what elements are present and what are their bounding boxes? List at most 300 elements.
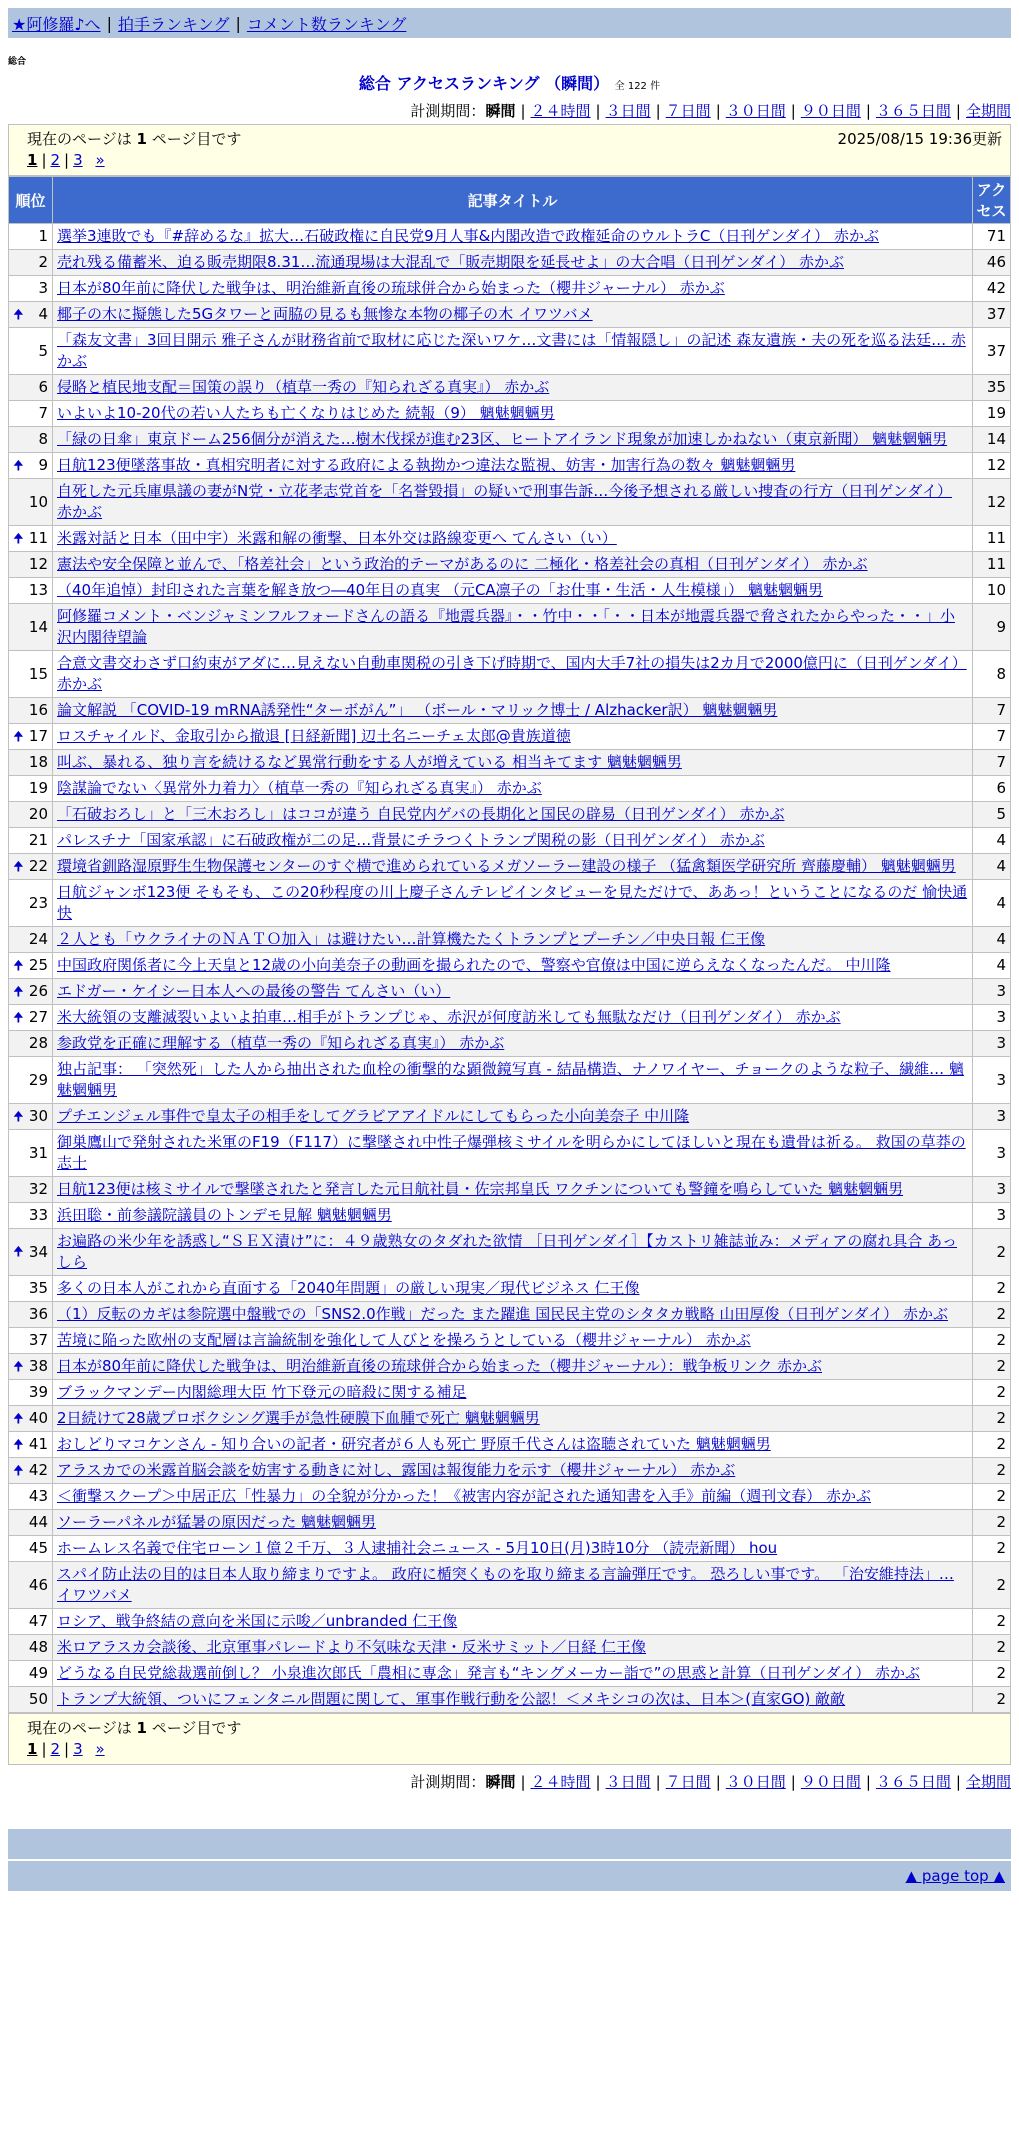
period-link[interactable]: ３日間 <box>605 102 651 120</box>
period-link[interactable]: 全期間 <box>965 102 1011 120</box>
rank-cell <box>9 802 53 828</box>
rank-cell <box>9 854 53 880</box>
table-row <box>9 1302 1011 1328</box>
page-separator <box>87 1740 92 1758</box>
article-title-link[interactable]: 日航123便墜落事故・真相究明者に対する政府による執拗かつ違法な監視、妨害・加害行為の数々 魑魅魍魎男 <box>57 456 796 474</box>
nav-separator: | <box>235 13 241 33</box>
rank-cell <box>9 302 53 328</box>
rank-cell <box>9 698 53 724</box>
article-title-link[interactable]: 選挙3連敗でも『#辞めるな』拡大…石破政権に自民党9月人事&内閣改造で政権延命のウルトラC（日刊ゲンダイ） 赤かぶ <box>57 227 879 245</box>
rank-number: 11 <box>28 529 48 547</box>
period-link[interactable]: ２４時間 <box>530 1773 591 1791</box>
rank-number: 18 <box>28 753 48 771</box>
title-cell <box>53 1276 973 1302</box>
article-title-link[interactable]: 環境省釧路湿原野生生物保護センターのすぐ横で進められているメガソーラー建設の様子 （猛禽類医学研究所 齊藤慶輔） 魑魅魍魎男 <box>57 857 956 875</box>
access-count: 9 <box>973 604 1011 651</box>
page-separator: | <box>41 151 47 169</box>
title-cell <box>53 453 973 479</box>
rank-number: 45 <box>28 1539 48 1557</box>
rank-number: 10 <box>28 492 48 511</box>
current-page-number: 1 <box>27 1740 38 1758</box>
rank-number: 20 <box>28 805 48 823</box>
rank-cell <box>9 250 53 276</box>
article-title-link[interactable]: ロシア、戦争終結の意向を米国に示唆／unbranded 仁王像 <box>57 1612 458 1630</box>
rank-cell <box>9 1130 53 1177</box>
rank-number: 39 <box>28 1383 48 1401</box>
arrow-up-icon: 🠉 <box>13 958 24 973</box>
access-count: 14 <box>973 427 1011 453</box>
article-title-link[interactable]: 多くの日本人がこれから直面する「2040年問題」の厳しい現実／現代ビジネス 仁王像 <box>57 1279 640 1297</box>
table-row <box>9 979 1011 1005</box>
rank-cell <box>9 1510 53 1536</box>
title-cell <box>53 578 973 604</box>
access-count: 2 <box>973 1276 1011 1302</box>
period-link[interactable]: ９０日間 <box>800 1773 861 1791</box>
rank-number: 44 <box>28 1513 48 1531</box>
article-title-link[interactable]: 「森友文書」3回目開示 雅子さんが財務省前で取材に応じた深いワケ…文書には「情報隠し」の記述 森友遺族・夫の死を巡る法廷… 赤かぶ <box>57 331 966 370</box>
rank-cell <box>9 1354 53 1380</box>
period-separator: | <box>955 1773 961 1791</box>
table-row <box>9 1562 1011 1609</box>
article-title-link[interactable]: 米大統領の支離滅裂いよいよ拍車…相手がトランプじゃ、赤沢が何度訪米しても無駄なだけ（日刊ゲンダイ） 赤かぶ <box>57 1008 841 1026</box>
title-cell <box>53 302 973 328</box>
article-title-link[interactable]: 椰子の木に擬態した5Gタワーと両脇の見るも無惨な本物の椰子の木 イワツバメ <box>57 305 593 323</box>
article-title-link[interactable]: スパイ防止法の目的は日本人取り締まりですよ。 政府に楯突くものを取り締まる言論弾圧です。 恐ろしい事です。 「治安維持法」… イワツバメ <box>57 1565 954 1604</box>
article-title-link[interactable]: 独占記事： 「突然死」した人から抽出された血栓の衝撃的な顕微鏡写真 - 結晶構造、ナノワイヤー、チョークのような粒子、繊維… 魑魅魍魎男 <box>57 1060 964 1099</box>
arrow-up-icon: 🠉 <box>13 1411 24 1426</box>
article-title-link[interactable]: トランプ大統領、ついにフェンタニル問題に関して、軍事作戦行動を公認！＜メキシコの次は、日本＞(直家GO) 敵敵 <box>57 1690 846 1708</box>
article-title-link[interactable]: 浜田聡・前参議院議員のトンデモ見解 魑魅魍魎男 <box>57 1206 392 1224</box>
rank-number: 40 <box>28 1409 48 1427</box>
next-page-link[interactable]: » <box>95 151 105 169</box>
table-row <box>9 250 1011 276</box>
article-title-link[interactable]: アラスカでの米露首脳会談を妨害する動きに対し、露国は報復能力を示す（櫻井ジャーナル） 赤かぶ <box>57 1461 736 1479</box>
rank-cell <box>9 1432 53 1458</box>
rank-cell <box>9 1203 53 1229</box>
article-title-link[interactable]: いよいよ10-20代の若い人たちも亡くなりはじめた 続報（9） 魑魅魍魎男 <box>57 404 555 422</box>
access-count: 3 <box>973 1104 1011 1130</box>
table-row <box>9 1104 1011 1130</box>
table-row <box>9 375 1011 401</box>
nav-separator: | <box>106 13 112 33</box>
article-title-link[interactable]: 日本が80年前に降伏した戦争は、明治維新直後の琉球併合から始まった（櫻井ジャーナル） 赤かぶ <box>57 279 725 297</box>
article-title-link[interactable]: お遍路の米少年を誘惑し“ＳＥＸ漬け”に：４９歳熟女のタダれた欲情 ［日刊ゲンダイ］【カストリ雑誌並み：メディアの腐れ具合 あっしら <box>57 1232 958 1271</box>
title-cell <box>53 552 973 578</box>
rank-cell <box>9 880 53 927</box>
table-row <box>9 854 1011 880</box>
rank-cell <box>9 1687 53 1713</box>
article-title-link[interactable]: （40年追悼）封印された言葉を解き放つ―40年目の真実 （元CA凛子の「お仕事・生活・人生模様」） 魑魅魍魎男 <box>57 581 823 599</box>
next-page-link[interactable]: » <box>95 1740 105 1758</box>
title-cell <box>53 698 973 724</box>
title-cell <box>53 1057 973 1104</box>
article-title-link[interactable]: 米露対話と日本（田中宇）米露和解の衝撃、日本外交は路線変更へ てんさい（い） <box>57 529 617 547</box>
article-title-link[interactable]: プチエンジェル事件で皇太子の相手をしてグラビアアイドルにしてもらった小向美奈子 中川隆 <box>57 1107 690 1125</box>
access-count: 2 <box>973 1380 1011 1406</box>
article-title-link[interactable]: 陰謀論でない〈異常外力着力〉（植草一秀の『知られざる真実』） 赤かぶ <box>57 779 542 797</box>
table-row <box>9 953 1011 979</box>
rank-number: 22 <box>28 857 48 875</box>
access-count: 19 <box>973 401 1011 427</box>
table-row <box>9 1328 1011 1354</box>
rank-cell <box>9 401 53 427</box>
period-selector <box>8 100 1011 122</box>
applause-ranking-link[interactable]: 拍手ランキング <box>117 14 230 34</box>
rank-cell <box>9 776 53 802</box>
article-title-link[interactable]: ソーラーパネルが猛暑の原因だった 魑魅魍魎男 <box>57 1513 377 1531</box>
table-row <box>9 578 1011 604</box>
access-count: 4 <box>973 927 1011 953</box>
title-cell <box>53 1354 973 1380</box>
title-cell <box>53 927 973 953</box>
period-separator: | <box>955 102 961 120</box>
rank-cell <box>9 828 53 854</box>
pagination <box>27 1738 1002 1760</box>
bottom-bar <box>8 1861 1011 1891</box>
title-cell <box>53 651 973 698</box>
access-count: 35 <box>973 375 1011 401</box>
period-link[interactable]: ２４時間 <box>530 102 591 120</box>
article-title-link[interactable]: 阿修羅コメント・ベンジャミンフルフォードさんの語る『地震兵器』・・竹中・・「・・日本が地震兵器で脅されたからやった・・」小沢内閣待望論 <box>57 607 955 646</box>
table-row <box>9 552 1011 578</box>
page-top-link[interactable]: ▲ page top ▲ <box>905 1867 1005 1885</box>
rank-number: 41 <box>28 1435 48 1453</box>
title-cell <box>53 1661 973 1687</box>
title-cell <box>53 1177 973 1203</box>
rank-cell <box>9 224 53 250</box>
comment-ranking-link[interactable]: コメント数ランキング <box>246 14 407 34</box>
access-count: 2 <box>973 1661 1011 1687</box>
rank-cell <box>9 1229 53 1276</box>
access-count: 11 <box>973 552 1011 578</box>
rank-number: 25 <box>28 956 48 974</box>
title-cell <box>53 1380 973 1406</box>
page-title-text: 総合 アクセスランキング （瞬間） <box>358 74 610 93</box>
title-cell <box>53 1302 973 1328</box>
page-title <box>0 71 1019 94</box>
table-row <box>9 1031 1011 1057</box>
access-count: 4 <box>973 953 1011 979</box>
access-count: 4 <box>973 828 1011 854</box>
rank-cell <box>9 604 53 651</box>
access-count: 2 <box>973 1406 1011 1432</box>
table-row <box>9 1005 1011 1031</box>
rank-cell <box>9 979 53 1005</box>
page-link[interactable]: 3 <box>73 151 83 169</box>
access-count: 2 <box>973 1510 1011 1536</box>
rank-number: 47 <box>28 1612 48 1630</box>
updated-timestamp: 2025/08/15 19:36更新 <box>837 130 1002 148</box>
table-row <box>9 1380 1011 1406</box>
rank-number: 34 <box>28 1242 48 1261</box>
rank-cell <box>9 1104 53 1130</box>
rank-number: 35 <box>28 1279 48 1297</box>
article-title-link[interactable]: 御巣鷹山で発射された米軍のF19（F117）に撃墜され中性子爆弾核ミサイルを明らかにしてほしいと現在も遺骨は祈る。 救国の草莽の志士 <box>57 1133 966 1172</box>
page-link[interactable]: 2 <box>50 1740 61 1758</box>
title-cell <box>53 604 973 651</box>
title-cell <box>53 1031 973 1057</box>
arrow-up-icon: 🠉 <box>13 729 24 744</box>
period-link[interactable]: ３６５日間 <box>875 1773 951 1791</box>
period-label: 計測期間： <box>410 1773 486 1791</box>
rank-cell <box>9 1484 53 1510</box>
article-title-link[interactable]: 「石破おろし」と「三木おろし」はココが違う 自民党内ゲバの長期化と国民の辟易（日刊ゲンダイ） 赤かぶ <box>57 805 785 823</box>
article-title-link[interactable]: ホームレス名義で住宅ローン１億２千万、３人逮捕社会ニュース - 5月10日(月)3時10分 （読売新聞） hou <box>57 1539 778 1557</box>
access-count: 3 <box>973 979 1011 1005</box>
arrow-up-icon: 🠉 <box>13 1010 24 1025</box>
table-row <box>9 526 1011 552</box>
article-title-link[interactable]: 侵略と植民地支配＝国策の誤り（植草一秀の『知られざる真実』） 赤かぶ <box>57 378 550 396</box>
rank-number: 13 <box>28 581 48 599</box>
title-cell <box>53 479 973 526</box>
rank-cell <box>9 1562 53 1609</box>
period-selector <box>8 1771 1011 1793</box>
table-row <box>9 328 1011 375</box>
access-count: 3 <box>973 1130 1011 1177</box>
table-row <box>9 802 1011 828</box>
rank-number: 27 <box>28 1008 48 1026</box>
access-count: 12 <box>973 453 1011 479</box>
table-row <box>9 1661 1011 1687</box>
rank-cell <box>9 927 53 953</box>
rank-cell <box>9 276 53 302</box>
access-count: 4 <box>973 880 1011 927</box>
table-row <box>9 724 1011 750</box>
title-cell <box>53 880 973 927</box>
rank-cell <box>9 1380 53 1406</box>
page-link[interactable]: 3 <box>73 1740 83 1758</box>
title-cell <box>53 401 973 427</box>
table-row <box>9 1354 1011 1380</box>
home-link[interactable]: ★阿修羅♪へ <box>12 14 101 34</box>
title-cell <box>53 328 973 375</box>
table-row <box>9 1536 1011 1562</box>
page-info-box-bottom <box>8 1713 1011 1765</box>
rank-number: 17 <box>28 727 48 745</box>
access-count: 3 <box>973 1031 1011 1057</box>
access-count: 3 <box>973 1005 1011 1031</box>
arrow-up-icon: 🠉 <box>13 1463 24 1478</box>
article-title-link[interactable]: 叫ぶ、暴れる、独り言を続けるなど異常行動をする人が増えている 相当キてます 魑魅魍魎男 <box>57 753 682 771</box>
period-separator: | <box>520 1773 526 1791</box>
article-title-link[interactable]: 売れ残る備蓄米、迫る販売期限8.31…流通現場は大混乱で「販売期限を延長せよ」の大合唱（日刊ゲンダイ） 赤かぶ <box>57 253 844 271</box>
table-row <box>9 1276 1011 1302</box>
period-separator: | <box>790 102 796 120</box>
arrow-up-icon: 🠉 <box>13 1244 24 1260</box>
article-title-link[interactable]: 参政党を正確に理解する（植草一秀の『知られざる真実』） 赤かぶ <box>57 1034 505 1052</box>
page-link[interactable]: 2 <box>50 151 61 169</box>
table-row <box>9 276 1011 302</box>
access-count: 42 <box>973 276 1011 302</box>
article-title-link[interactable]: （1）反転のカギは参院選中盤戦での「SNS2.0作戦」だった また躍進 国民民主党のシタタカ戦略 山田厚俊（日刊ゲンダイ） 赤かぶ <box>57 1305 948 1323</box>
article-title-link[interactable]: エドガー・ケイシー日本人への最後の警告 てんさい（い） <box>57 982 451 1000</box>
access-count: 2 <box>973 1562 1011 1609</box>
period-separator: | <box>715 102 721 120</box>
period-separator: | <box>595 1773 601 1791</box>
table-row <box>9 1406 1011 1432</box>
rank-cell <box>9 479 53 526</box>
rank-cell <box>9 1031 53 1057</box>
table-row <box>9 828 1011 854</box>
period-separator: | <box>715 1773 721 1791</box>
table-row <box>9 880 1011 927</box>
access-count: 2 <box>973 1635 1011 1661</box>
article-title-link[interactable]: ２人とも「ウクライナのＮＡＴＯ加入」は避けたい…計算機たたくトランプとプーチン／中央日報 仁王像 <box>57 930 766 948</box>
rank-number: 16 <box>28 701 48 719</box>
title-cell <box>53 1609 973 1635</box>
rank-number: 31 <box>28 1143 48 1162</box>
title-cell <box>53 1562 973 1609</box>
access-count: 7 <box>973 724 1011 750</box>
table-row <box>9 1229 1011 1276</box>
access-count: 46 <box>973 250 1011 276</box>
article-title-link[interactable]: 中国政府関係者に今上天皇と12歳の小向美奈子の動画を撮られたので、警察や官僚は中国に逆らえなくなったんだ。 中川隆 <box>57 956 891 974</box>
rank-number: 8 <box>38 430 48 448</box>
arrow-up-icon: 🠉 <box>13 984 24 999</box>
rank-number: 33 <box>28 1206 48 1224</box>
rank-number: 28 <box>28 1034 48 1052</box>
period-link[interactable]: ９０日間 <box>800 102 861 120</box>
rank-number: 15 <box>28 664 48 683</box>
access-count: 7 <box>973 698 1011 724</box>
table-row <box>9 776 1011 802</box>
rank-cell <box>9 375 53 401</box>
page-indicator: 現在のページは 1 ページ目です <box>27 1719 242 1737</box>
rank-number: 19 <box>28 779 48 797</box>
article-title-link[interactable]: 合意文書交わさず口約束がアダに…見えない自動車関税の引き下げ時期で、国内大手7社の損失は2カ月で2000億円に（日刊ゲンダイ） 赤かぶ <box>57 654 967 693</box>
rank-cell <box>9 651 53 698</box>
period-link[interactable]: ３０日間 <box>725 102 786 120</box>
access-count: 2 <box>973 1609 1011 1635</box>
rank-cell <box>9 328 53 375</box>
period-link[interactable]: ３０日間 <box>725 1773 786 1791</box>
period-current: 瞬間 <box>485 102 516 120</box>
table-row <box>9 1057 1011 1104</box>
access-count: 10 <box>973 578 1011 604</box>
title-cell <box>53 953 973 979</box>
period-separator: | <box>790 1773 796 1791</box>
page-separator: | <box>64 151 70 169</box>
rank-number: 42 <box>28 1461 48 1479</box>
rank-number: 9 <box>38 456 48 474</box>
table-row <box>9 1203 1011 1229</box>
article-title-link[interactable]: パレスチナ「国家承認」に石破政権が二の足…背景にチラつくトランプ関税の影（日刊ゲンダイ） 赤かぶ <box>57 831 765 849</box>
article-title-link[interactable]: 自死した元兵庫県議の妻がN党・立花孝志党首を「名誉毀損」の疑いで刑事告訴…今後予想される厳しい捜査の行方（日刊ゲンダイ） 赤かぶ <box>57 482 953 521</box>
period-link[interactable]: ７日間 <box>665 1773 711 1791</box>
category-label: 総合 <box>8 57 27 67</box>
article-title-link[interactable]: ＜衝撃スクープ＞中居正広「性暴力」の全貌が分かった！《被害内容が記された通知書を入手》前編（週刊文春） 赤かぶ <box>57 1487 872 1505</box>
table-row <box>9 453 1011 479</box>
access-count: 8 <box>973 651 1011 698</box>
title-cell <box>53 526 973 552</box>
access-count: 2 <box>973 1302 1011 1328</box>
total-count: 全 122 件 <box>614 81 661 92</box>
title-cell <box>53 427 973 453</box>
table-row <box>9 302 1011 328</box>
article-title-link[interactable]: 苦境に陥った欧州の支配層は言論統制を強化して人びとを操ろうとしている（櫻井ジャーナル） 赤かぶ <box>57 1331 751 1349</box>
rank-cell <box>9 1406 53 1432</box>
title-cell <box>53 1406 973 1432</box>
period-separator: | <box>865 102 871 120</box>
arrow-up-icon: 🠉 <box>13 1437 24 1452</box>
title-cell <box>53 1458 973 1484</box>
page-info-box <box>8 124 1011 176</box>
title-cell <box>53 1484 973 1510</box>
rank-cell <box>9 1328 53 1354</box>
article-title-link[interactable]: おしどりマコケンさん - 知り合いの記者・研究者が６人も死亡 野原千代さんは盗聴されていた 魑魅魍魎男 <box>57 1435 771 1453</box>
access-count: 2 <box>973 1354 1011 1380</box>
table-row <box>9 1687 1011 1713</box>
article-title-link[interactable]: 日航123便は核ミサイルで撃墜されたと発言した元日航社員・佐宗邦皇氏 ワクチンについても警鐘を鳴らしていた 魑魅魍魎男 <box>57 1180 904 1198</box>
table-row <box>9 479 1011 526</box>
access-count: 37 <box>973 302 1011 328</box>
rank-number: 36 <box>28 1305 48 1323</box>
article-title-link[interactable]: 憲法や安全保障と並んで、「格差社会」という政治的テーマがあるのに 二極化・格差社会の真相（日刊ゲンダイ） 赤かぶ <box>57 555 868 573</box>
article-title-link[interactable]: 日本が80年前に降伏した戦争は、明治維新直後の琉球併合から始まった（櫻井ジャーナル）：戦争板リンク 赤かぶ <box>57 1357 823 1375</box>
period-separator: | <box>865 1773 871 1791</box>
rank-cell <box>9 1302 53 1328</box>
period-separator: | <box>655 1773 661 1791</box>
footer-bar <box>8 1829 1011 1859</box>
title-cell <box>53 1328 973 1354</box>
rank-cell <box>9 552 53 578</box>
article-title-link[interactable]: 「緑の日傘」東京ドーム256個分が消えた…樹木伐採が進む23区、ヒートアイランド現象が加速しかねない（東京新聞） 魑魅魍魎男 <box>57 430 948 448</box>
rank-number: 3 <box>38 279 48 297</box>
table-row <box>9 604 1011 651</box>
access-count: 3 <box>973 1203 1011 1229</box>
rank-number: 14 <box>28 617 48 636</box>
table-header-row <box>9 177 1011 224</box>
title-cell <box>53 1432 973 1458</box>
page-separator: | <box>41 1740 47 1758</box>
rank-cell <box>9 1177 53 1203</box>
period-link[interactable]: ７日間 <box>665 102 711 120</box>
rank-cell <box>9 526 53 552</box>
period-current: 瞬間 <box>485 1773 516 1791</box>
rank-number: 21 <box>28 831 48 849</box>
ranking-table <box>8 176 1011 1713</box>
period-link[interactable]: ３６５日間 <box>875 102 951 120</box>
rank-number: 23 <box>28 893 48 912</box>
title-cell <box>53 1130 973 1177</box>
title-cell <box>53 750 973 776</box>
page-separator <box>87 151 92 169</box>
period-link[interactable]: 全期間 <box>965 1773 1011 1791</box>
arrow-up-icon: 🠉 <box>13 458 24 473</box>
top-nav-bar <box>8 8 1011 38</box>
table-row <box>9 698 1011 724</box>
article-title-link[interactable]: 2日続けて28歳プロボクシング選手が急性硬膜下血腫で死亡 魑魅魍魎男 <box>57 1409 540 1427</box>
article-title-link[interactable]: 論文解説 「COVID-19 mRNA誘発性“ターボがん”」 （ボール・マリック博士 / Alzhacker訳） 魑魅魍魎男 <box>57 701 778 719</box>
rank-cell <box>9 578 53 604</box>
period-link[interactable]: ３日間 <box>605 1773 651 1791</box>
access-count: 37 <box>973 328 1011 375</box>
article-title-link[interactable]: どうなる自民党総裁選前倒し？ 小泉進次郎氏「農相に専念」発言も“キングメーカー詣で”の思惑と計算（日刊ゲンダイ） 赤かぶ <box>57 1664 920 1682</box>
access-count: 2 <box>973 1328 1011 1354</box>
title-cell <box>53 979 973 1005</box>
rank-number: 43 <box>28 1487 48 1505</box>
table-row <box>9 1177 1011 1203</box>
access-count: 2 <box>973 1484 1011 1510</box>
title-cell <box>53 224 973 250</box>
rank-number: 37 <box>28 1331 48 1349</box>
table-row <box>9 224 1011 250</box>
article-title-link[interactable]: 米ロアラスカ会談後、北京軍事パレードより不気味な天津・反米サミット／日経 仁王像 <box>57 1638 647 1656</box>
article-title-link[interactable]: 日航ジャンボ123便 そもそも、この20秒程度の川上慶子さんテレビインタビューを見ただけで、ああっ！ということになるのだ 愉快通快 <box>57 883 968 922</box>
access-count: 11 <box>973 526 1011 552</box>
article-title-link[interactable]: ロスチャイルド、金取引から撤退 [日経新聞] 辺土名ニーチェ太郎@貴族道徳 <box>57 727 571 745</box>
article-title-link[interactable]: ブラックマンデー内閣総理大臣 竹下登元の暗殺に関する補足 <box>57 1383 467 1401</box>
